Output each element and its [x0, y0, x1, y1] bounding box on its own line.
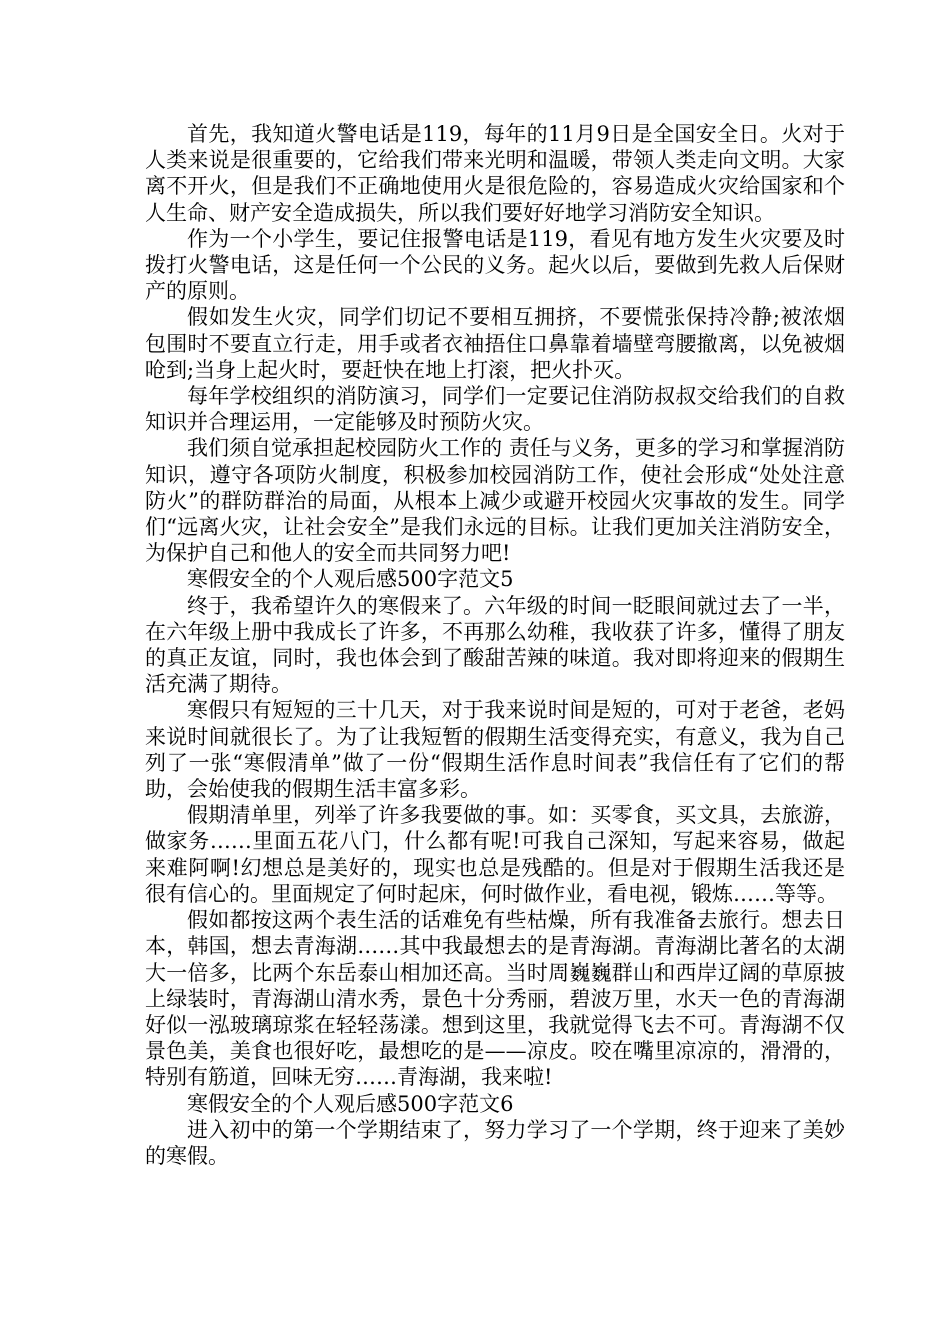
paragraph-qinghai-lake: 假如都按这两个表生活的话难免有些枯燥，所有我准备去旅行。想去日本，韩国，想去青海湖……其中我最想去的是青海湖。青海湖比著名的太湖大一倍多，比两个东岳泰山相加还高。当时周巍巍群山和西岸辽阔的草原披上绿装时，青海湖山清水秀，景色十分秀丽，碧波万里，水天一色的青海湖好似一泓玻璃琼浆在轻轻荡漾。想到这里，我就觉得飞去不可。青海湖不仅景色美，美食也很好吃，最想吃的是——凉皮。咬在嘴里凉凉的，滑滑的，特别有筋道，回味无穷……青海湖，我来啦!	[145, 908, 845, 1090]
paragraph-fire-safety-day: 首先，我知道火警电话是119，每年的11月9日是全国安全日。火对于人类来说是很重要的，它给我们带来光明和温暖，带领人类走向文明。大家离不开火，但是我们不正确地使用火是很危险的，容易造成火灾给国家和个人生命、财产安全造成损失，所以我们要好好地学习消防安全知识。	[145, 122, 845, 225]
paragraph-campus-fire-prevention: 我们须自觉承担起校园防火工作的 责任与义务，更多的学习和掌握消防知识，遵守各项防火制度，积极参加校园消防工作，使社会形成“处处注意防火”的群防群治的局面，从根本上减少或避开校园火灾事故的发生。同学们“远离火灾，让社会安全”是我们永远的目标。让我们更加关注消防安全，为保护自己和他人的安全而共同努力吧!	[145, 436, 845, 566]
paragraph-first-semester-end: 进入初中的第一个学期结束了，努力学习了一个学期，终于迎来了美妙的寒假。	[145, 1117, 845, 1168]
paragraph-fire-escape: 假如发生火灾，同学们切记不要相互拥挤，不要慌张保持冷静;被浓烟包围时不要直立行走，用手或者衣袖捂住口鼻靠着墙壁弯腰撤离，以免被烟呛到;当身上起火时，要赶快在地上打滚，把火扑灭。	[145, 305, 845, 382]
section-heading-essay-5: 寒假安全的个人观后感500字范文5	[187, 567, 514, 592]
paragraph-fire-drill: 每年学校组织的消防演习，同学们一定要记住消防叔叔交给我们的自救知识并合理运用，一定能够及时预防火灾。	[145, 384, 845, 435]
section-heading-essay-6: 寒假安全的个人观后感500字范文6	[187, 1091, 514, 1116]
paragraph-winter-break-plan: 寒假只有短短的三十几天，对于我来说时间是短的，可对于老爸，老妈来说时间就很长了。为了让我短暂的假期生活变得充实，有意义，我为自己列了一张“寒假清单”做了一份“假期生活作息时间表”我信任有了它们的帮助，会始使我的假期生活丰富多彩。	[145, 698, 845, 802]
document-body	[145, 121, 845, 1169]
paragraph-pupil-duty: 作为一个小学生，要记住报警电话是119，看见有地方发生火灾要及时拨打火警电话，这是任何一个公民的义务。起火以后，要做到先救人后保财产的原则。	[145, 226, 845, 304]
paragraph-winter-break-arrives: 终于，我希望许久的寒假来了。六年级的时间一眨眼间就过去了一半，在六年级上册中我成长了许多，不再那么幼稚，我收获了许多，懂得了朋友的真正友谊，同时，我也体会到了酸甜苦辣的味道。我对即将迎来的假期生活充满了期待。	[145, 593, 845, 697]
paragraph-holiday-list: 假期清单里，列举了许多我要做的事。如：买零食，买文具，去旅游，做家务……里面五花八门，什么都有呢!可我自己深知，写起来容易，做起来难阿啊!幻想总是美好的，现实也总是残酷的。但是对于假期生活我还是很有信心的。里面规定了何时起床，何时做作业，看电视，锻炼……等等。	[145, 803, 845, 906]
